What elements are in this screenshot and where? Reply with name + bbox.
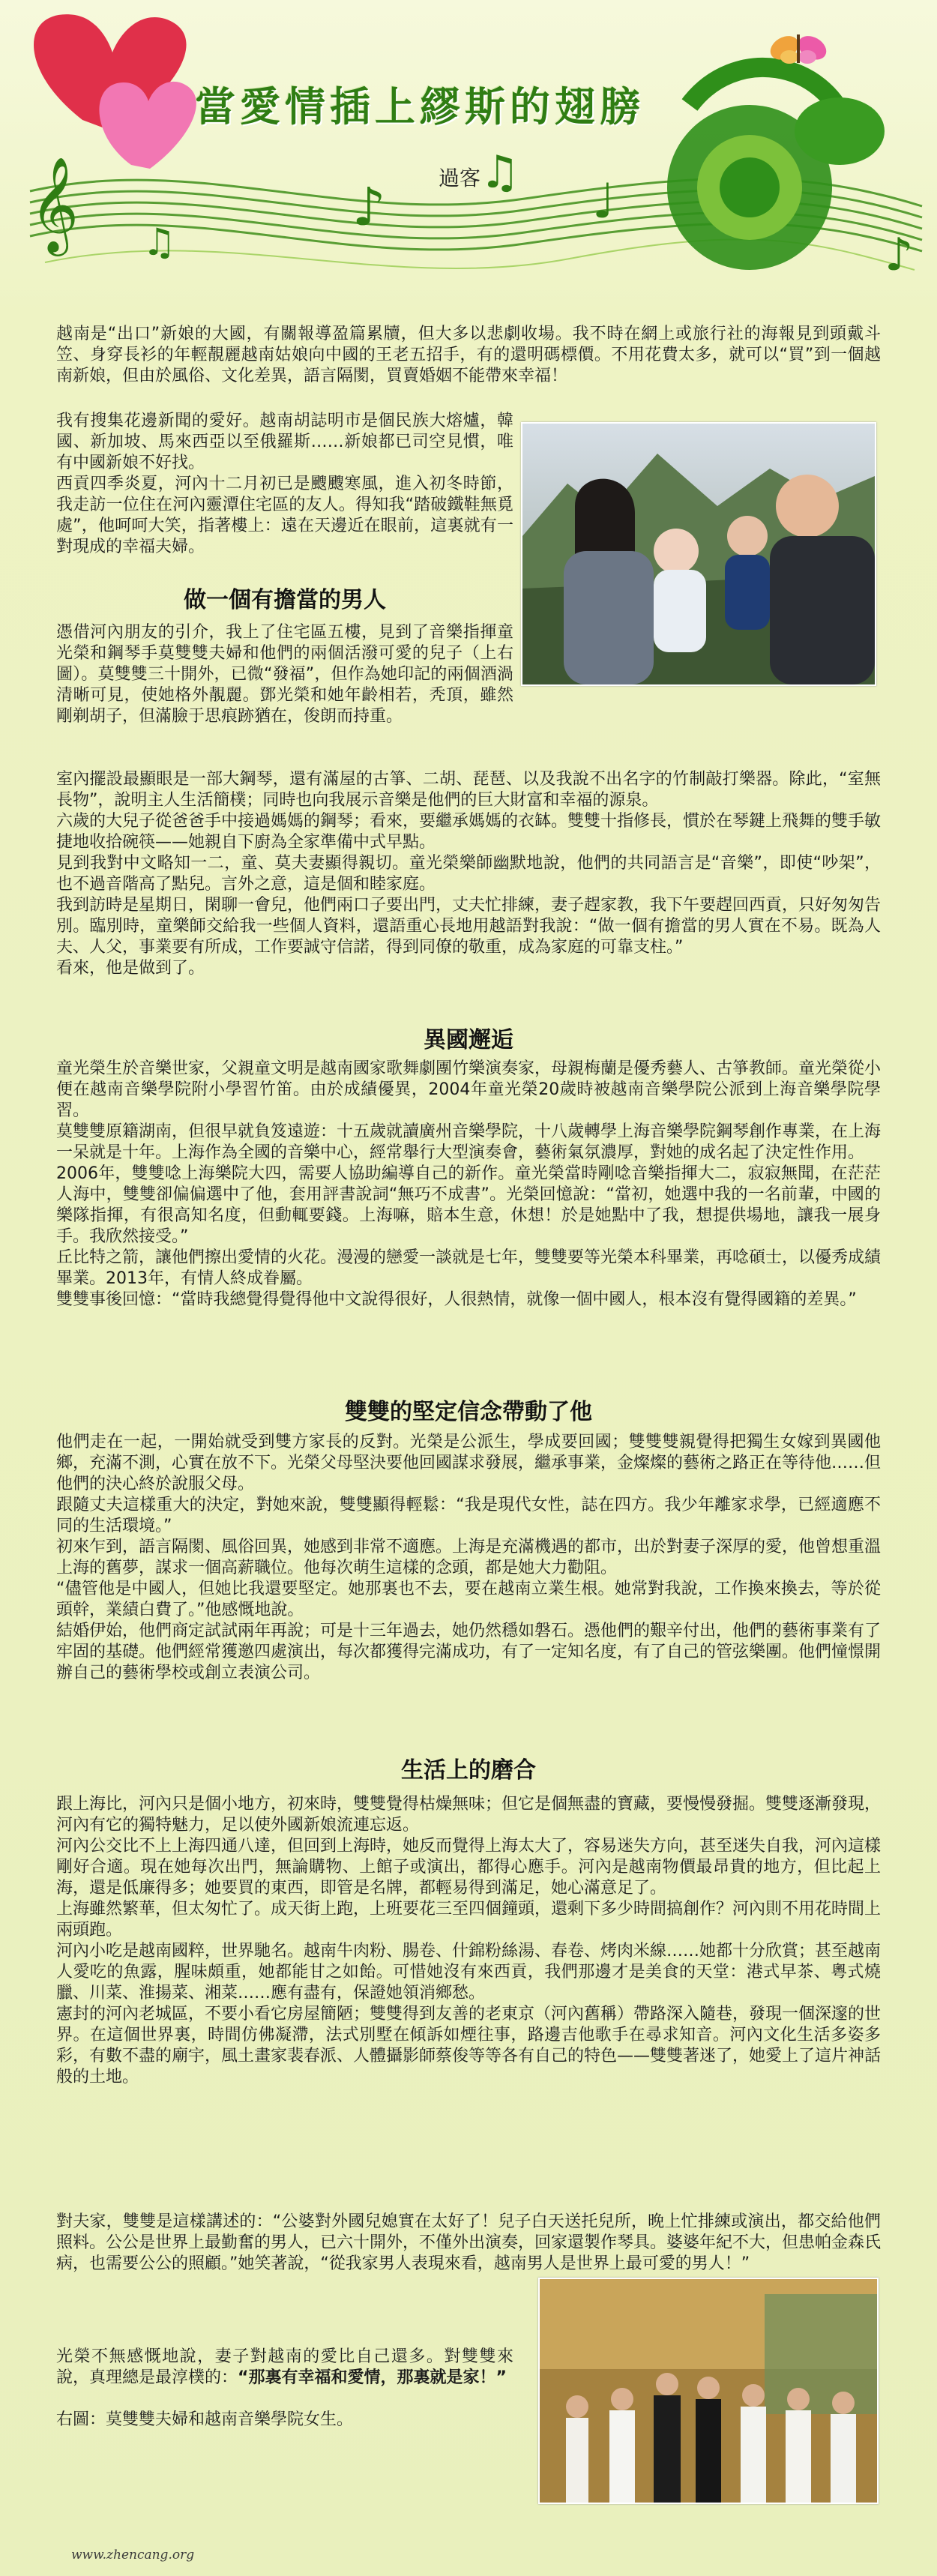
- group-photo-image: [540, 2279, 877, 2503]
- closing-paragraph-1-top: [56, 2212, 881, 2275]
- section4-paragraphs: [56, 1794, 881, 2088]
- section-title-2: 異國邂逅: [424, 1027, 513, 1053]
- header-banner: [0, 0, 937, 322]
- photo-caption: 右圖：莫雙雙夫婦和越南音樂學院女生。: [56, 2410, 354, 2429]
- intro-paragraphs-2: [56, 411, 513, 558]
- closing-text: 光榮不無感慨地說，妻子對越南的愛比自己還多。對雙雙來說，真理總是最淳樸的：: [56, 2347, 513, 2387]
- intro-paragraph-1: [56, 324, 881, 387]
- section-title-3: 雙雙的堅定信念帶動了他: [345, 1399, 592, 1425]
- section2-text: 2006年，雙雙唸上海樂院大四，需要人協助編導自己的新作。童光榮當時剛唸音樂指揮大二，寂寂無聞，在茫茫人海中，雙雙卻偏偏選中了他，套用評書說詞“無巧不成書”。光榮回憶說：“當初，她選中我的一名前輩，中國的樂隊指揮，有很高知名度，但動輒要錢。上海嘛，賠本生意，休想！於是她點中了我，想提供場地，讓我一展身手。我欣然接受。”: [56, 1164, 881, 1246]
- section3-text: 結婚伊始，他們商定試試兩年再說；可是十三年過去，她仍然穩如磐石。憑他們的艱辛付出，他們的藝術事業有了牢固的基礎。他們經常獲邀四處演出，每次都獲得完滿成功，有了一定知名度，有了自己的管弦樂團。他們憧憬開辦自己的藝術學校或創立表演公司。: [56, 1622, 882, 1682]
- closing-text: 對夫家，雙雙是這樣講述的：“公婆對外國兒媳實在太好了！兒子白天送托兒所，晚上忙排練或演出，都交給他們照料。公公是世界上最勤奮的男人，已六十開外，不僅外出演奏，回家還製作琴具。婆婆年紀不大，但患帕金森氏病，也需要公公的照顧。”她笑著說，“從我家男人表現來看，越南男人是世界上最可愛的男人！”: [56, 2212, 882, 2273]
- section4-text: 河內小吃是越南國粹，世界馳名。越南牛肉粉、腸卷、什錦粉絲湯、春卷、烤肉米線……她都十分欣賞；甚至越南人愛吃的魚露，腥味頗重，她都能甘之如飴。可惜她沒有來西貢，我們那邊才是美食的天堂：港式早茶、粵式燒臘、川菜、淮揚菜、湘菜……應有盡有，保證她領消鄉愁。: [56, 1942, 882, 2002]
- svg-text:♩: ♩: [592, 174, 615, 229]
- footer-url: www.zhencang.org: [71, 2548, 195, 2563]
- section3-text: “儘管他是中國人，但她比我還要堅定。她那裏也不去，要在越南立業生根。她常對我說，工作換來換去，等於從頭幹，業績白費了。”他感慨地說。: [56, 1580, 881, 1619]
- section4-text: 憲封的河內老城區，不要小看它房屋簡陋；雙雙得到友善的老東京（河內舊稱）帶路深入隨巷，發現一個深邃的世界。在這個世界裏，時間仿佛凝滯，法式別墅在傾訴如煙往事，路邊吉他歌手在尋求知音。河內文化生活多姿多彩，有數不盡的廟宇，風土畫家裴春派、人體攝影師蔡俊等等各有自己的特色——雙雙著迷了，她愛上了這片神話般的土地。: [56, 2005, 882, 2086]
- section2-text: 莫雙雙原籍湖南，但很早就負笈遠遊：十五歲就讀廣州音樂學院，十八歲轉學上海音樂學院鋼琴創作專業，在上海一呆就是十年。上海作為全國的音樂中心，經常舉行大型演奏會，藝術氣氛濃厚，對她的成名起了決定性作用。: [56, 1122, 882, 1162]
- section3-text: 跟隨丈夫這樣重大的決定，對她來說，雙雙顯得輕鬆：“我是現代女性，誌在四方。我少年離家求學，已經適應不同的生活環境。”: [56, 1496, 881, 1535]
- section2-paragraphs: [56, 1059, 881, 1310]
- section3-paragraphs: [56, 1432, 881, 1684]
- section1-paragraph-first: [56, 622, 513, 727]
- intro-text: 越南是“出口”新娘的大國，有關報導盈篇累牘，但大多以悲劇收場。我不時在網上或旅行社的海報見到頭戴斗笠、身穿長衫的年輕靚麗越南姑娘向中國的王老五招手，有的還明碼標價。不用花費太多，就可以“買”到一個越南新娘，但由於風俗、文化差異，語言隔閡，買賣婚姻不能帶來幸福！: [56, 325, 881, 385]
- section-title-4: 生活上的磨合: [401, 1757, 536, 1784]
- section4-text: 河內公交比不上上海四通八達，但回到上海時，她反而覺得上海太大了，容易迷失方向，甚至迷失自我，河內這樣剛好合適。現在她每次出門，無論購物、上館子或演出，都得心應手。河內是越南物價最昂貴的地方，但比起上海，還是低廉得多；她要買的東西，即管是名牌，都輕易得到滿足，她心滿意足了。: [56, 1837, 882, 1898]
- group-photo: [538, 2278, 879, 2504]
- section3-text: 初來乍到，語言隔閡、風俗回異，她感到非常不適應。上海是充滿機遇的都市，出於對妻子深厚的愛，他曾想重溫上海的舊夢，謀求一個高薪職位。他每次萌生這樣的念頭，都是她大力勸阻。: [56, 1538, 882, 1577]
- section3-text: 他們走在一起，一開始就受到雙方家長的反對。光榮是公派生，學成要回國；雙雙雙親覺得把獨生女嫁到異國他鄉，充滿不測，心實在放不下。光榮父母堅決要他回國謀求發展，繼承事業，金燦燦的藝術之路正在等待他……但他們的決心終於說服父母。: [56, 1433, 882, 1493]
- section-title-1: 做一個有擔當的男人: [184, 587, 386, 613]
- intro-text: 我有搜集花邊新聞的愛好。越南胡誌明市是個民族大熔爐，韓國、新加坡、馬來西亞以至俄羅斯……新娘都已司空見慣，唯有中國新娘不好找。: [56, 412, 513, 472]
- section1-text: 我到訪時是星期日，閑聊一會兒，他們兩口子要出門，丈夫忙排練，妻子趕家教，我下午要趕回西貢，只好匆匆告別。臨別時，童樂師交給我一些個人資料，還語重心長地用越語對我說：“做一個有擔當的男人實在不易。既為人夫、人父，事業要有所成，工作要誠守信諾，得到同僚的敬重，成為家庭的可靠支柱。”: [56, 896, 882, 957]
- section1-text: 憑借河內朋友的引介，我上了住宅區五樓，見到了音樂指揮童光榮和鋼琴手莫雙雙夫婦和他們的兩個活潑可愛的兒子（上右圖）。莫雙雙三十開外，已微“發福”，但作為她印記的兩個酒渦清晰可見，使她格外靚麗。鄧光榮和她年齡相若，秃頂，雖然剛剃胡子，但滿臉于思痕跡猶在，俊朗而持重。: [56, 623, 513, 726]
- section2-text: 童光榮生於音樂世家，父親童文明是越南國家歌舞劇團竹樂演奏家，母親梅蘭是優秀藝人、古箏教師。童光榮從小便在越南音樂學院附小學習竹笛。由於成績優異，2004年童光榮20歲時被越南音樂學院公派到上海音樂學院學習。: [56, 1059, 882, 1120]
- section4-text: 跟上海比，河內只是個小地方，初來時，雙雙覺得枯燥無味；但它是個無盡的寶藏，要慢慢發掘。雙雙逐漸發現，河內有它的獨特魅力，足以使外國新娘流連忘返。: [56, 1795, 882, 1835]
- svg-text:♪: ♪: [885, 229, 914, 281]
- section4-text: 上海雖然繁華，但太匆忙了。成天街上跑，上班要花三至四個鐘頭，還剩下多少時間搞創作？河內則不用花時間上兩頭跑。: [56, 1900, 882, 1939]
- closing-quote: “那裏有幸福和愛情，那裏就是家！”: [238, 2368, 507, 2387]
- author-name: 過客: [439, 166, 481, 190]
- section1-paragraphs-rest: [56, 769, 881, 979]
- section1-text: 六歲的大兒子從爸爸手中接過媽媽的鋼琴；看來，要繼承媽媽的衣缽。雙雙十指修長，慣於在琴鍵上飛舞的雙手敏捷地收拾碗筷——她親自下廚為全家準備中式早點。: [56, 812, 882, 852]
- svg-text:♫: ♫: [480, 146, 520, 199]
- svg-text:♫: ♫: [142, 220, 176, 264]
- french-horn-icon: [667, 67, 885, 270]
- family-photo: [521, 422, 876, 686]
- section1-text: 室內擺設最顯眼是一部大鋼琴，還有滿屋的古箏、二胡、琵琶、以及我說不出名字的竹制敲打樂器。除此，“室無長物”，說明主人生活簡樸；同時也向我展示音樂是他們的巨大財富和幸福的源泉。: [56, 770, 881, 810]
- header-decoration: [0, 0, 937, 322]
- intro-text: 西貢四季炎夏，河內十二月初已是颼颼寒風，進入初冬時節，我走訪一位住在河內靈潭住宅區的友人。得知我“踏破鐵鞋無覓處”，他呵呵大笑，指著樓上：遠在天邊近在眼前，這裏就有一對現成的幸福夫婦。: [56, 475, 513, 556]
- section2-text: 雙雙事後回憶：“當時我總覺得覺得他中文說得很好，人很熱情，就像一個中國人，根本沒有覺得國籍的差異。”: [56, 1290, 857, 1309]
- closing-paragraph-2: [56, 2347, 513, 2431]
- family-photo-image: [522, 424, 875, 684]
- article-title: 當愛情插上繆斯的翅膀: [195, 83, 645, 130]
- section2-text: 丘比特之箭，讓他們擦出愛情的火花。漫漫的戀愛一談就是七年，雙雙要等光榮本科畢業，再唸碩士，以優秀成績畢業。2013年，有情人終成眷屬。: [56, 1248, 882, 1288]
- closing-paragraph-2-wrap: [56, 2347, 513, 2389]
- svg-text:♪: ♪: [352, 176, 386, 238]
- treble-clef-icon: 𝄞: [30, 156, 79, 252]
- section1-text: 看來，他是做到了。: [56, 959, 205, 978]
- hearts-icon: [34, 14, 196, 169]
- section1-text: 見到我對中文略知一二，童、莫夫妻顯得親切。童光榮樂師幽默地說，他們的共同語言是“音樂”，即使“吵架”，也不過音階高了點兒。言外之意，這是個和睦家庭。: [56, 854, 881, 894]
